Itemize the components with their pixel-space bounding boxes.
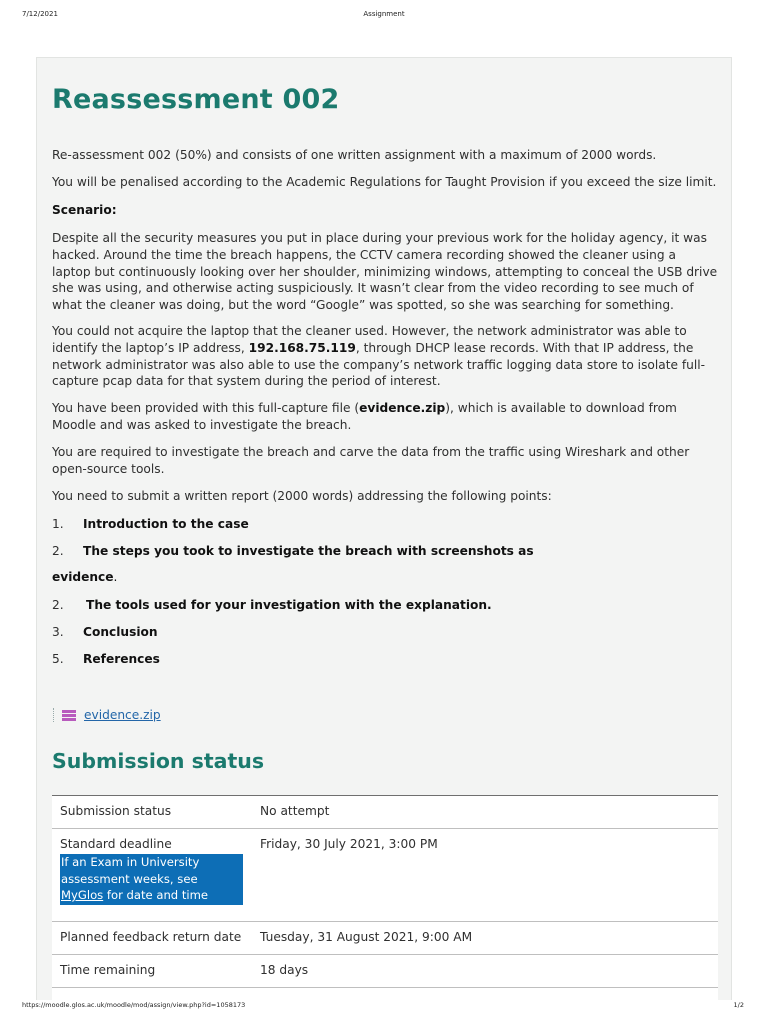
scenario-paragraph: Despite all the security measures you put in place during your previous work for the holiday agency, it was hacked. Around the time the breach happens, the CCTV camera recording showed the cleaner using a laptop but continuously looking over her shoulder, minimizing windows, attempting to conceal the USB drive she was using, and otherwise acting suspiciously. It wasn’t clear from the video recording to see much of what the cleaner was doing, but the word “Google” was spotted, so she was searching for something. xyxy=(52,231,718,313)
row-label: Time remaining xyxy=(60,963,156,977)
report-paragraph: You need to submit a written report (2000 words) addressing the following points: xyxy=(52,489,552,503)
print-date: 7/12/2021 xyxy=(22,10,58,18)
row-label: Standard deadline xyxy=(60,837,172,851)
list-item-text: Introduction to the case xyxy=(83,517,249,531)
list-item xyxy=(52,516,249,532)
list-item-number: 5. xyxy=(52,652,64,666)
list-item-text: The tools used for your investigation with the explanation. xyxy=(86,598,492,612)
deadline-note-text-1: If an Exam in University assessment weeks, see xyxy=(61,855,200,886)
investigate-paragraph: You are required to investigate the breach and carve the data from the traffic using Wireshark and other open-source tools. xyxy=(52,445,690,476)
row-value: Tuesday, 31 August 2021, 9:00 AM xyxy=(260,930,473,944)
list-item-text: References xyxy=(83,652,160,666)
list-item-number: 3. xyxy=(52,625,64,639)
attachment-evidence xyxy=(52,706,161,724)
row-value: Friday, 30 July 2021, 3:00 PM xyxy=(260,837,438,851)
deadline-note xyxy=(60,854,243,905)
list-item-number: 2. xyxy=(52,598,64,612)
evidence-filename: evidence.zip xyxy=(359,401,446,415)
print-header xyxy=(0,10,768,22)
list-item-continued-text: evidence xyxy=(52,570,114,584)
list-item xyxy=(52,651,160,667)
row-value-truncated xyxy=(252,988,718,1001)
print-page-number: 1/2 xyxy=(733,1001,744,1009)
deadline-note-text-2: for date and time xyxy=(103,888,209,902)
row-label-cell xyxy=(52,829,252,922)
row-value: 18 days xyxy=(260,963,309,977)
scenario-label: Scenario: xyxy=(52,203,117,217)
laptop-paragraph xyxy=(52,323,718,390)
list-item xyxy=(52,597,492,613)
table-row xyxy=(52,988,718,1001)
evidence-text-2: ), which is available to download from Moodle and was asked to investigate the breach. xyxy=(52,401,677,432)
assignment-title: Reassessment 002 xyxy=(52,84,340,115)
list-item-text: Conclusion xyxy=(83,625,158,639)
evidence-paragraph xyxy=(52,400,718,434)
print-footer xyxy=(0,1001,768,1013)
list-item-number: 1. xyxy=(52,517,64,531)
row-label: Submission status xyxy=(60,804,172,818)
table-row xyxy=(52,955,718,988)
penalty-paragraph: You will be penalised according to the Academic Regulations for Taught Provision if you exceed the size limit. xyxy=(52,175,717,189)
row-label-truncated xyxy=(52,988,252,1001)
laptop-text-2: , through DHCP lease records. With that IP address, the network administrator was also able to use the company’s network traffic logging data store to isolate full-capture pcap data for that system during the period of interest. xyxy=(52,340,706,389)
row-value: No attempt xyxy=(260,804,330,818)
list-item-continuation xyxy=(52,570,117,584)
table-row xyxy=(52,829,718,922)
print-url: https://moodle.glos.ac.uk/moodle/mod/assign/view.php?id=1058173 xyxy=(22,1001,246,1009)
evidence-download-link[interactable]: evidence.zip xyxy=(84,708,161,722)
list-item-text: The steps you took to investigate the breach with screenshots as xyxy=(83,544,534,558)
evidence-text-1: You have been provided with this full-capture file ( xyxy=(52,401,360,415)
ip-address: 192.168.75.119 xyxy=(248,340,356,355)
submission-status-heading: Submission status xyxy=(52,749,265,773)
list-item xyxy=(52,543,534,559)
print-title: Assignment xyxy=(363,10,405,18)
list-item-number: 2. xyxy=(52,544,64,558)
list-item-period: . xyxy=(113,570,118,584)
row-label: Planned feedback return date xyxy=(60,930,242,944)
zip-file-icon xyxy=(52,707,78,723)
intro-paragraph: Re-assessment 002 (50%) and consists of one written assignment with a maximum of 2000 words. xyxy=(52,148,657,162)
table-row xyxy=(52,796,718,829)
myglos-link[interactable]: MyGlos xyxy=(61,888,104,902)
list-item xyxy=(52,624,158,640)
assignment-panel xyxy=(36,57,732,1000)
laptop-text-1: You could not acquire the laptop that the cleaner used. However, the network administrator was able to identify the laptop’s IP address, xyxy=(52,324,687,355)
table-row xyxy=(52,922,718,955)
submission-status-table xyxy=(52,795,718,1000)
